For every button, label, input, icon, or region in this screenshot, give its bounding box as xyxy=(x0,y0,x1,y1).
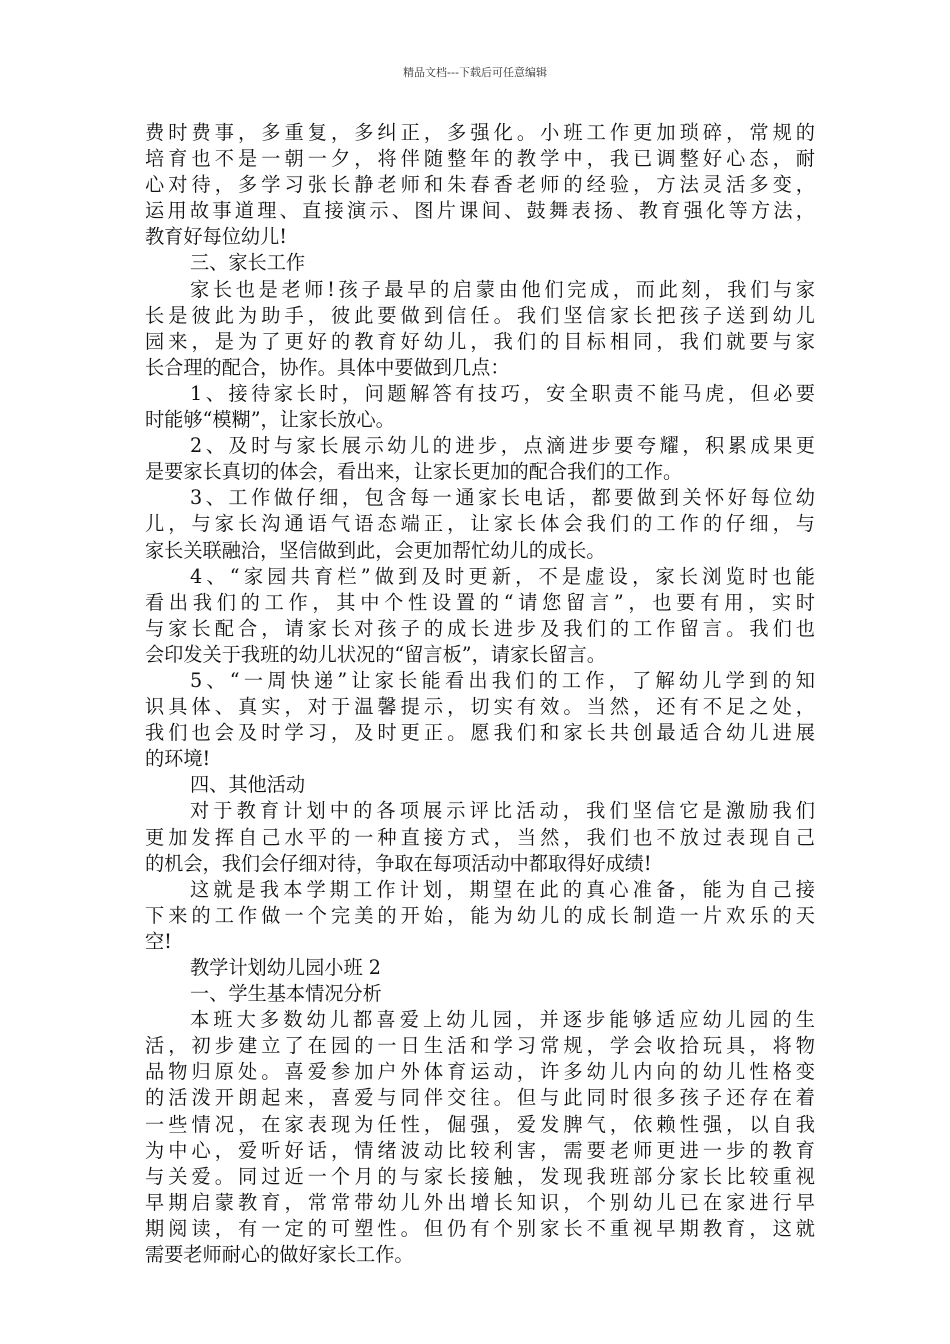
page-header-note: 精品文档---下载后可任意编辑 xyxy=(403,66,547,79)
text-line: 3、工作做仔细，包含每一通家长电话，都要做到关怀好每位幼 xyxy=(190,486,815,510)
text-line: 时能够“模糊”，让家长放心。 xyxy=(145,408,395,432)
text-line: 家长也是老师!孩子最早的启蒙由他们完成，而此刻，我们与家 xyxy=(190,277,815,301)
text-line: 活，初步建立了在园的一日生活和学习常规，学会收拾玩具，将物 xyxy=(145,1034,815,1058)
text-line: 教学计划幼儿园小班 2 xyxy=(190,956,381,979)
text-line: 更加发挥自己水平的一种直接方式，当然，我们也不放过表现自己 xyxy=(145,825,815,849)
text-line: 4、“家园共育栏”做到及时更新，不是虚设，家长浏览时也能 xyxy=(190,564,815,588)
text-line: 这就是我本学期工作计划，期望在此的真心准备，能为自己接 xyxy=(190,877,815,901)
text-line: 运用故事道理、直接演示、图片课间、鼓舞表扬、教育强化等方法， xyxy=(145,199,815,223)
text-line: 需要老师耐心的做好家长工作。 xyxy=(145,1243,414,1267)
text-line: 对于教育计划中的各项展示评比活动，我们坚信它是激励我们 xyxy=(190,799,815,823)
document-body xyxy=(145,120,815,1268)
text-line: 品物归原处。喜爱参加户外体育运动，许多幼儿内向的幼儿性格变 xyxy=(145,1060,815,1084)
text-line: 与家长配合，请家长对孩子的成长进步及我们的工作留言。我们也 xyxy=(145,616,815,640)
text-line: 的活泼开朗起来，喜爱与同伴交往。但与此同时很多孩子还存在着 xyxy=(145,1086,815,1110)
text-line: 早期启蒙教育，常常带幼儿外出增长知识，个别幼儿已在家进行早 xyxy=(145,1190,815,1214)
text-line: 5、“一周快递”让家长能看出我们的工作，了解幼儿学到的知 xyxy=(190,668,815,692)
text-line: 四、其他活动 xyxy=(190,773,306,797)
text-line: 期阅读，有一定的可塑性。但仍有个别家长不重视早期教育，这就 xyxy=(145,1216,815,1240)
text-line: 的环境! xyxy=(145,747,211,771)
text-line: 1、接待家长时，问题解答有技巧，安全职责不能马虎，但必要 xyxy=(190,381,815,405)
text-line: 会印发关于我班的幼儿状况的“留言板”，请家长留言。 xyxy=(145,642,606,666)
text-line: 我们也会及时学习，及时更正。愿我们和家长共创最适合幼儿进展 xyxy=(145,721,815,745)
text-line: 的机会，我们会仔细对待，争取在每项活动中都取得好成绩! xyxy=(145,851,652,875)
text-line: 一些情况，在家表现为任性，倔强，爱发脾气，依赖性强，以自我 xyxy=(145,1112,815,1136)
text-line: 空! xyxy=(145,929,172,953)
text-line: 培育也不是一朝一夕，将伴随整年的教学中，我已调整好心态，耐 xyxy=(145,147,815,171)
text-line: 与关爱。同过近一个月的与家长接触，发现我班部分家长比较重视 xyxy=(145,1164,815,1188)
text-line: 看出我们的工作，其中个性设置的“请您留言”，也要有用，实时 xyxy=(145,590,815,614)
text-line: 一、学生基本情况分析 xyxy=(190,982,382,1006)
text-line: 是要家长真切的体会，看出来，让家长更加的配合我们的工作。 xyxy=(145,460,683,484)
text-line: 识具体、真实，对于温馨提示，切实有效。当然，还有不足之处， xyxy=(145,695,815,719)
text-line: 儿，与家长沟通语气语态端正，让家长体会我们的工作的仔细，与 xyxy=(145,512,815,536)
text-line: 本班大多数幼儿都喜爱上幼儿园，并逐步能够适应幼儿园的生 xyxy=(190,1008,815,1032)
text-line: 长是彼此为助手，彼此要做到信任。我们坚信家长把孩子送到幼儿 xyxy=(145,303,815,327)
text-line: 费时费事，多重复，多纠正，多强化。小班工作更加琐碎，常规的 xyxy=(145,121,815,144)
text-line: 2、及时与家长展示幼儿的进步，点滴进步要夸耀，积累成果更 xyxy=(190,434,815,458)
text-line: 长合理的配合，协作。具体中要做到几点： xyxy=(145,355,510,379)
text-line: 为中心，爱听好话，情绪波动比较利害，需要老师更进一步的教育 xyxy=(145,1138,815,1162)
text-line: 下来的工作做一个完美的开始，能为幼儿的成长制造一片欢乐的天 xyxy=(145,903,815,927)
text-line: 教育好每位幼儿! xyxy=(145,225,288,249)
text-line: 园来，是为了更好的教育好幼儿，我们的目标相同，我们就要与家 xyxy=(145,329,815,353)
text-line: 家长关联融洽，坚信做到此，会更加帮忙幼儿的成长。 xyxy=(145,538,606,562)
text-line: 三、家长工作 xyxy=(190,251,306,275)
text-line: 心对待，多学习张长静老师和朱春香老师的经验，方法灵活多变， xyxy=(145,173,815,197)
